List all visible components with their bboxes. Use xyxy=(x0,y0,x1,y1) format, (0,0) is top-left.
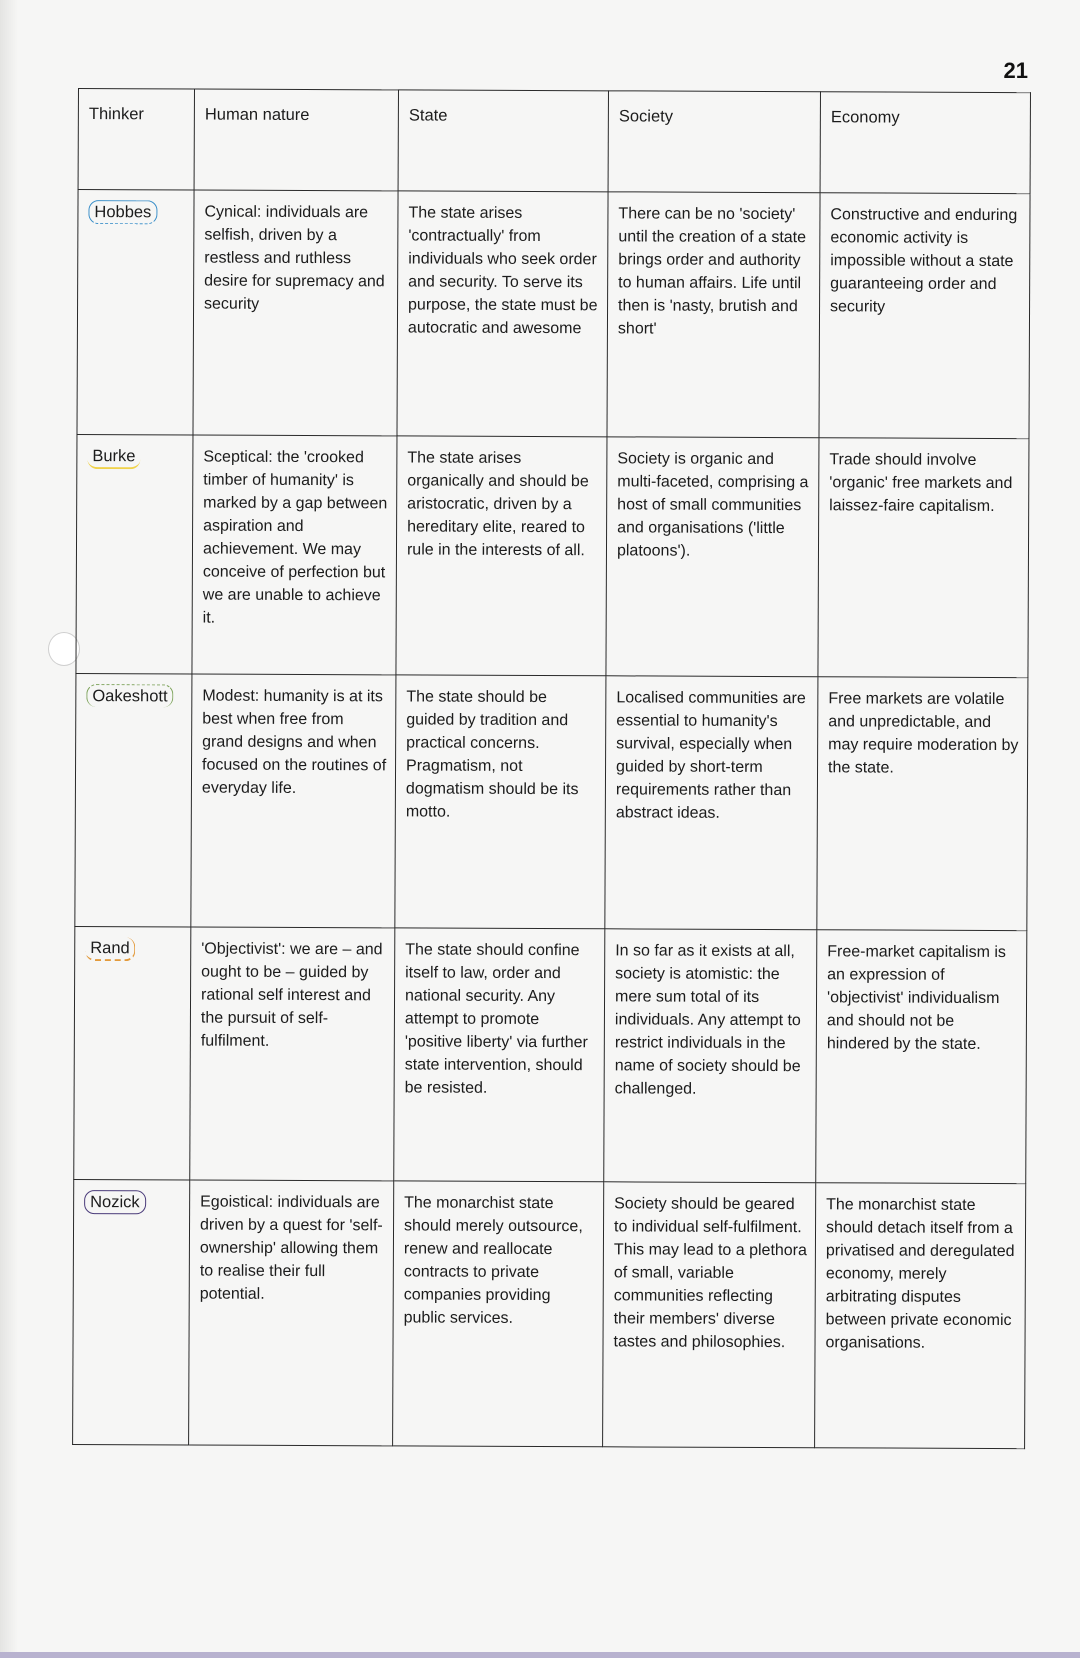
society-cell: Society should be geared to individual self-fulfilment. This may lead to a plethora of small, variable communities reflecting their members' diverse tastes and philosophies. xyxy=(603,1182,816,1448)
thinker-cell xyxy=(74,926,191,1180)
header-society: Society xyxy=(608,91,820,193)
table-row-rand xyxy=(74,926,1027,1183)
page-number: 21 xyxy=(1003,58,1028,83)
table-row-oakeshott xyxy=(75,673,1028,930)
human-nature-cell: Cynical: individuals are selfish, driven by a restless and ruthless desire for supremacy and security xyxy=(193,190,398,436)
page-bottom-edge xyxy=(0,1652,1080,1658)
economy-cell: The monarchist state should detach itself from a privatised and deregulated economy, merely arbitrating disputes between private economic organisations. xyxy=(815,1183,1026,1449)
header-economy: Economy xyxy=(820,92,1030,194)
thinker-cell xyxy=(73,1179,190,1445)
thinker-name-burke: Burke xyxy=(87,445,140,469)
header-human-nature: Human nature xyxy=(194,89,398,191)
header-state: State xyxy=(398,90,608,192)
society-cell: In so far as it exists at all, society is atomistic: the mere sum total of its individuals. Any attempt to restrict individuals in the name of society should be challenged. xyxy=(604,929,817,1183)
state-cell: The state arises organically and should be aristocratic, driven by a hereditary elite, reared to rule in the interests of all. xyxy=(396,436,607,676)
header-row xyxy=(78,89,1030,194)
economy-cell: Constructive and enduring economic activity is impossible without a state guaranteeing order and security xyxy=(819,193,1030,439)
thinker-cell xyxy=(76,434,193,674)
thinker-cell xyxy=(75,673,192,927)
state-cell: The state should be guided by tradition and practical concerns. Pragmatism, not dogmatism should be its motto. xyxy=(395,675,606,929)
thinker-name-rand: Rand xyxy=(85,937,136,961)
economy-cell: Free markets are volatile and unpredictable, and may require moderation by the state. xyxy=(817,677,1028,931)
table-row-nozick xyxy=(73,1179,1026,1448)
table-row-burke xyxy=(76,434,1029,677)
human-nature-cell: Sceptical: the 'crooked timber of humanity' is marked by a gap between aspiration and achievement. We may conceive of perfection but we are unable to achieve it. xyxy=(192,435,397,675)
economy-cell: Free-market capitalism is an expression of 'objectivist' individualism and should not be hindered by the state. xyxy=(816,930,1027,1184)
header-thinker: Thinker xyxy=(78,89,194,191)
table-row-hobbes xyxy=(77,190,1030,439)
thinker-name-nozick: Nozick xyxy=(84,1190,146,1214)
state-cell: The monarchist state should merely outsource, renew and reallocate contracts to private companies providing public services. xyxy=(393,1181,604,1447)
human-nature-cell: Modest: humanity is at its best when free from grand designs and when focused on the routines of everyday life. xyxy=(191,674,396,928)
thinkers-table xyxy=(72,88,1031,1449)
thinker-name-oakeshott: Oakeshott xyxy=(86,684,173,707)
state-cell: The state arises 'contractually' from individuals who seek order and security. To serve its purpose, the state must be autocratic and awesome xyxy=(397,191,608,437)
human-nature-cell: 'Objectivist': we are – and ought to be – guided by rational self interest and the pursuit of self-fulfilment. xyxy=(190,927,395,1181)
page-shadow xyxy=(0,0,18,1658)
society-cell: There can be no 'society' until the creation of a state brings order and authority to human affairs. Life until then is 'nasty, brutish and short' xyxy=(607,192,820,438)
thinker-cell xyxy=(77,190,194,436)
economy-cell: Trade should involve 'organic' free markets and laissez-faire capitalism. xyxy=(818,438,1029,678)
thinker-name-hobbes: Hobbes xyxy=(88,200,157,224)
society-cell: Localised communities are essential to humanity's survival, especially when guided by short-term requirements rather than abstract ideas. xyxy=(605,676,818,930)
state-cell: The state should confine itself to law, order and national security. Any attempt to promote 'positive liberty' via further state intervention, should be resisted. xyxy=(394,928,605,1182)
society-cell: Society is organic and multi-faceted, comprising a host of small communities and organisations ('little platoons'). xyxy=(606,437,819,677)
human-nature-cell: Egoistical: individuals are driven by a quest for 'self-ownership' allowing them to realise their full potential. xyxy=(189,1180,394,1446)
